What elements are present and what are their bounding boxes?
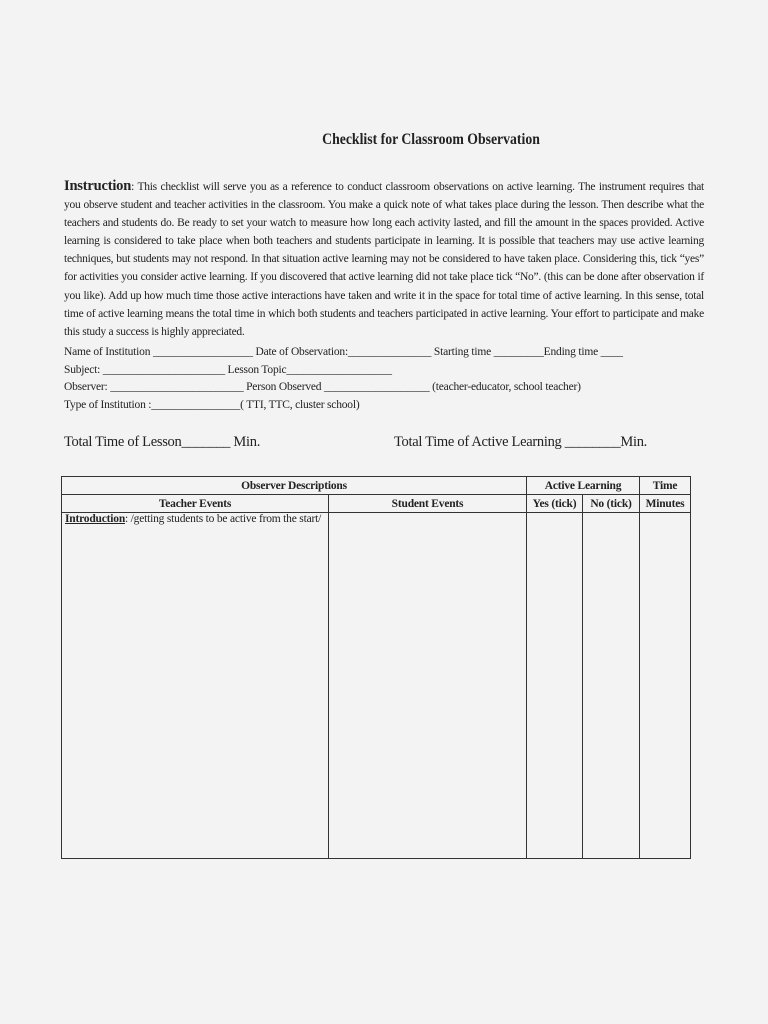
student-events-cell[interactable] (329, 513, 527, 859)
header-teacher-events: Teacher Events (62, 495, 329, 513)
instruction-text: This checklist will serve you as a reference to conduct classroom observations on active learning. The instrument requires that you observe student and teacher activities in the classroom. You make a quick note of what takes place during the lesson. Then describe what the teachers and students do. Be ready to set your watch to measure how long each activity lasted, and fill the amount in the spaces provided. Active learning is considered to take place when both teachers and students participate in learning. It is possible that teachers may use active learning techniques, but students may not respond. In that situation active learning may not be considered to have taken place. Considering this, tick “yes” for activities you consider active learning. If you discovered that active learning did not take place tick “No”. (this can be done after observation if you like). Add up how much time those active interactions have taken and write it in the space for total time of active learning. In this sense, total time of active learning means the total time in which both students and teachers participated in active learning. Your effort to participate and make this study a success is highly appreciated. (64, 181, 705, 338)
introduction-label: Introduction (65, 513, 126, 525)
header-time: Time (640, 477, 691, 495)
instruction-colon: : (131, 181, 135, 193)
header-active-learning: Active Learning (527, 477, 640, 495)
field-line-observer: Observer: ________________________ Person Observed ___________________ (teacher-educator, school teacher) (64, 381, 581, 394)
field-line-subject: Subject: ______________________ Lesson Topic___________________ (64, 363, 392, 376)
yes-tick-cell[interactable] (527, 513, 583, 859)
field-line-institution-type: Type of Institution :________________( TTI, TTC, cluster school) (64, 398, 360, 411)
instruction-paragraph (64, 177, 704, 341)
teacher-events-cell[interactable] (62, 513, 329, 859)
minutes-cell[interactable] (640, 513, 691, 859)
document-title: Checklist for Classroom Observation (322, 131, 540, 148)
observation-fields (64, 344, 704, 414)
table-column-header-row (62, 495, 691, 513)
instruction-label: Instruction (64, 178, 132, 194)
field-line-institution: Name of Institution __________________ Date of Observation:_______________ Starting time _________Ending time ____ (64, 346, 623, 358)
table-group-header-row (62, 477, 691, 495)
header-yes-tick: Yes (tick) (527, 495, 583, 513)
header-observer-descriptions: Observer Descriptions (62, 477, 527, 495)
header-minutes: Minutes (640, 495, 691, 513)
introduction-text: : /getting students to be active from the start/ (125, 513, 322, 525)
header-student-events: Student Events (329, 495, 527, 513)
total-lesson-time: Total Time of Lesson_______ Min. (64, 434, 261, 450)
observation-table (61, 476, 691, 859)
total-active-learning-time: Total Time of Active Learning ________Min. (394, 434, 648, 450)
no-tick-cell[interactable] (583, 513, 640, 859)
header-no-tick: No (tick) (583, 495, 640, 513)
table-row (62, 513, 691, 859)
